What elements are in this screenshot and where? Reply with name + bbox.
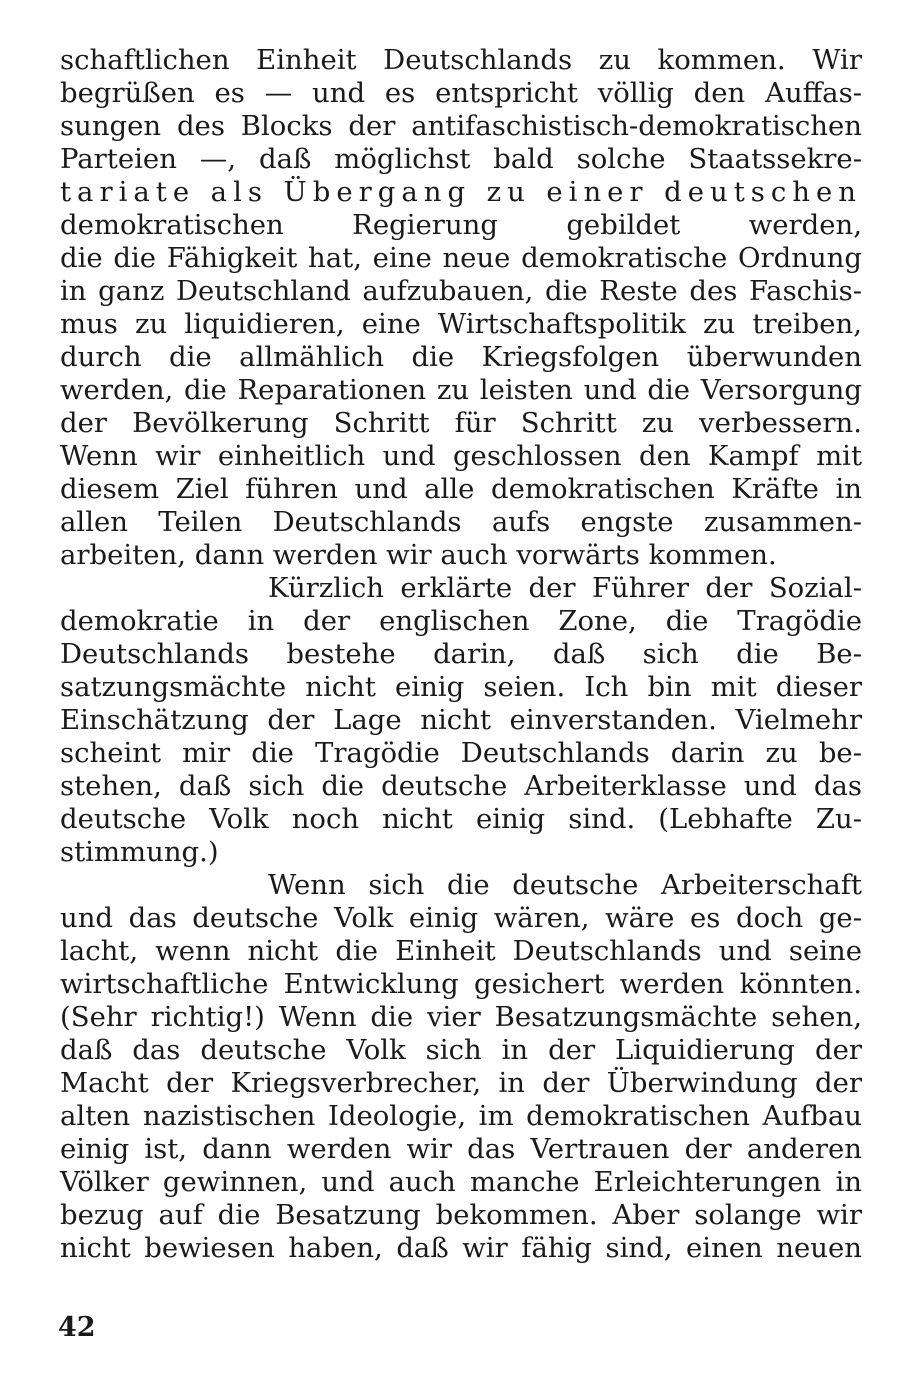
text-line: einig ist, dann werden wir das Vertrauen der anderen: [60, 1133, 862, 1165]
page-number: 42: [58, 1312, 96, 1343]
text-line: Einschätzung der Lage nicht einverstanden. Vielmehr: [60, 704, 862, 736]
text-line: diesem Ziel führen und alle demokratischen Kräfte in: [60, 473, 862, 505]
text-line: begrüßen es — und es entspricht völlig den Auffas-: [60, 77, 862, 109]
text-line: demokratie in der englischen Zone, die Tragödie: [60, 605, 862, 637]
text-line: durch die allmählich die Kriegsfolgen überwunden: [60, 341, 862, 373]
text-line: arbeiten, dann werden wir auch vorwärts kommen.: [60, 539, 777, 571]
text-line: nicht bewiesen haben, daß wir fähig sind, einen neuen: [60, 1232, 862, 1264]
text-line: (Sehr richtig!) Wenn die vier Besatzungsmächte sehen,: [60, 1001, 862, 1033]
text-line: allen Teilen Deutschlands aufs engste zusammen-: [60, 506, 862, 538]
text-line: Parteien —, daß möglichst bald solche Staatssekre-: [60, 143, 862, 175]
text-line: wirtschaftliche Entwicklung gesichert werden könnten.: [60, 968, 862, 1000]
text-line: demokratischen Regierung gebildet werden,: [60, 209, 862, 241]
text-line: sungen des Blocks der antifaschistisch-demokratischen: [60, 110, 862, 142]
text-line: scheint mir die Tragödie Deutschlands darin zu be-: [60, 737, 862, 769]
text-line: tariate als Übergang zu einer deutschen: [60, 176, 862, 208]
text-line: stehen, daß sich die deutsche Arbeiterklasse und das: [60, 770, 862, 802]
text-line: deutsche Volk noch nicht einig sind. (Lebhafte Zu-: [60, 803, 862, 835]
text-line: alten nazistischen Ideologie, im demokratischen Aufbau: [60, 1100, 862, 1132]
text-line: der Bevölkerung Schritt für Schritt zu verbessern.: [60, 407, 862, 439]
text-line: bezug auf die Besatzung bekommen. Aber solange wir: [60, 1199, 862, 1231]
text-line: und das deutsche Volk einig wären, wäre es doch ge-: [60, 902, 862, 934]
text-line: die die Fähigkeit hat, eine neue demokratische Ordnung: [60, 242, 862, 274]
text-line: Macht der Kriegsverbrecher, in der Überwindung der: [60, 1067, 862, 1099]
text-line: Wenn wir einheitlich und geschlossen den Kampf mit: [60, 440, 862, 472]
text-line: daß das deutsche Volk sich in der Liquidierung der: [60, 1034, 862, 1066]
text-line: schaftlichen Einheit Deutschlands zu kommen. Wir: [60, 44, 862, 76]
text-line: mus zu liquidieren, eine Wirtschaftspolitik zu treiben,: [60, 308, 862, 340]
page-body: [60, 44, 862, 1265]
text-line: satzungsmächte nicht einig seien. Ich bin mit dieser: [60, 671, 862, 703]
text-line: stimmung.): [60, 836, 219, 868]
text-line: Wenn sich die deutsche Arbeiterschaft: [268, 869, 862, 901]
text-line: Völker gewinnen, und auch manche Erleichterungen in: [60, 1166, 862, 1198]
text-line: Kürzlich erklärte der Führer der Sozial-: [268, 572, 862, 604]
text-line: in ganz Deutschland aufzubauen, die Reste des Faschis-: [60, 275, 862, 307]
text-line: werden, die Reparationen zu leisten und die Versorgung: [60, 374, 862, 406]
text-line: lacht, wenn nicht die Einheit Deutschlands und seine: [60, 935, 862, 967]
text-line: Deutschlands bestehe darin, daß sich die Be-: [60, 638, 862, 670]
